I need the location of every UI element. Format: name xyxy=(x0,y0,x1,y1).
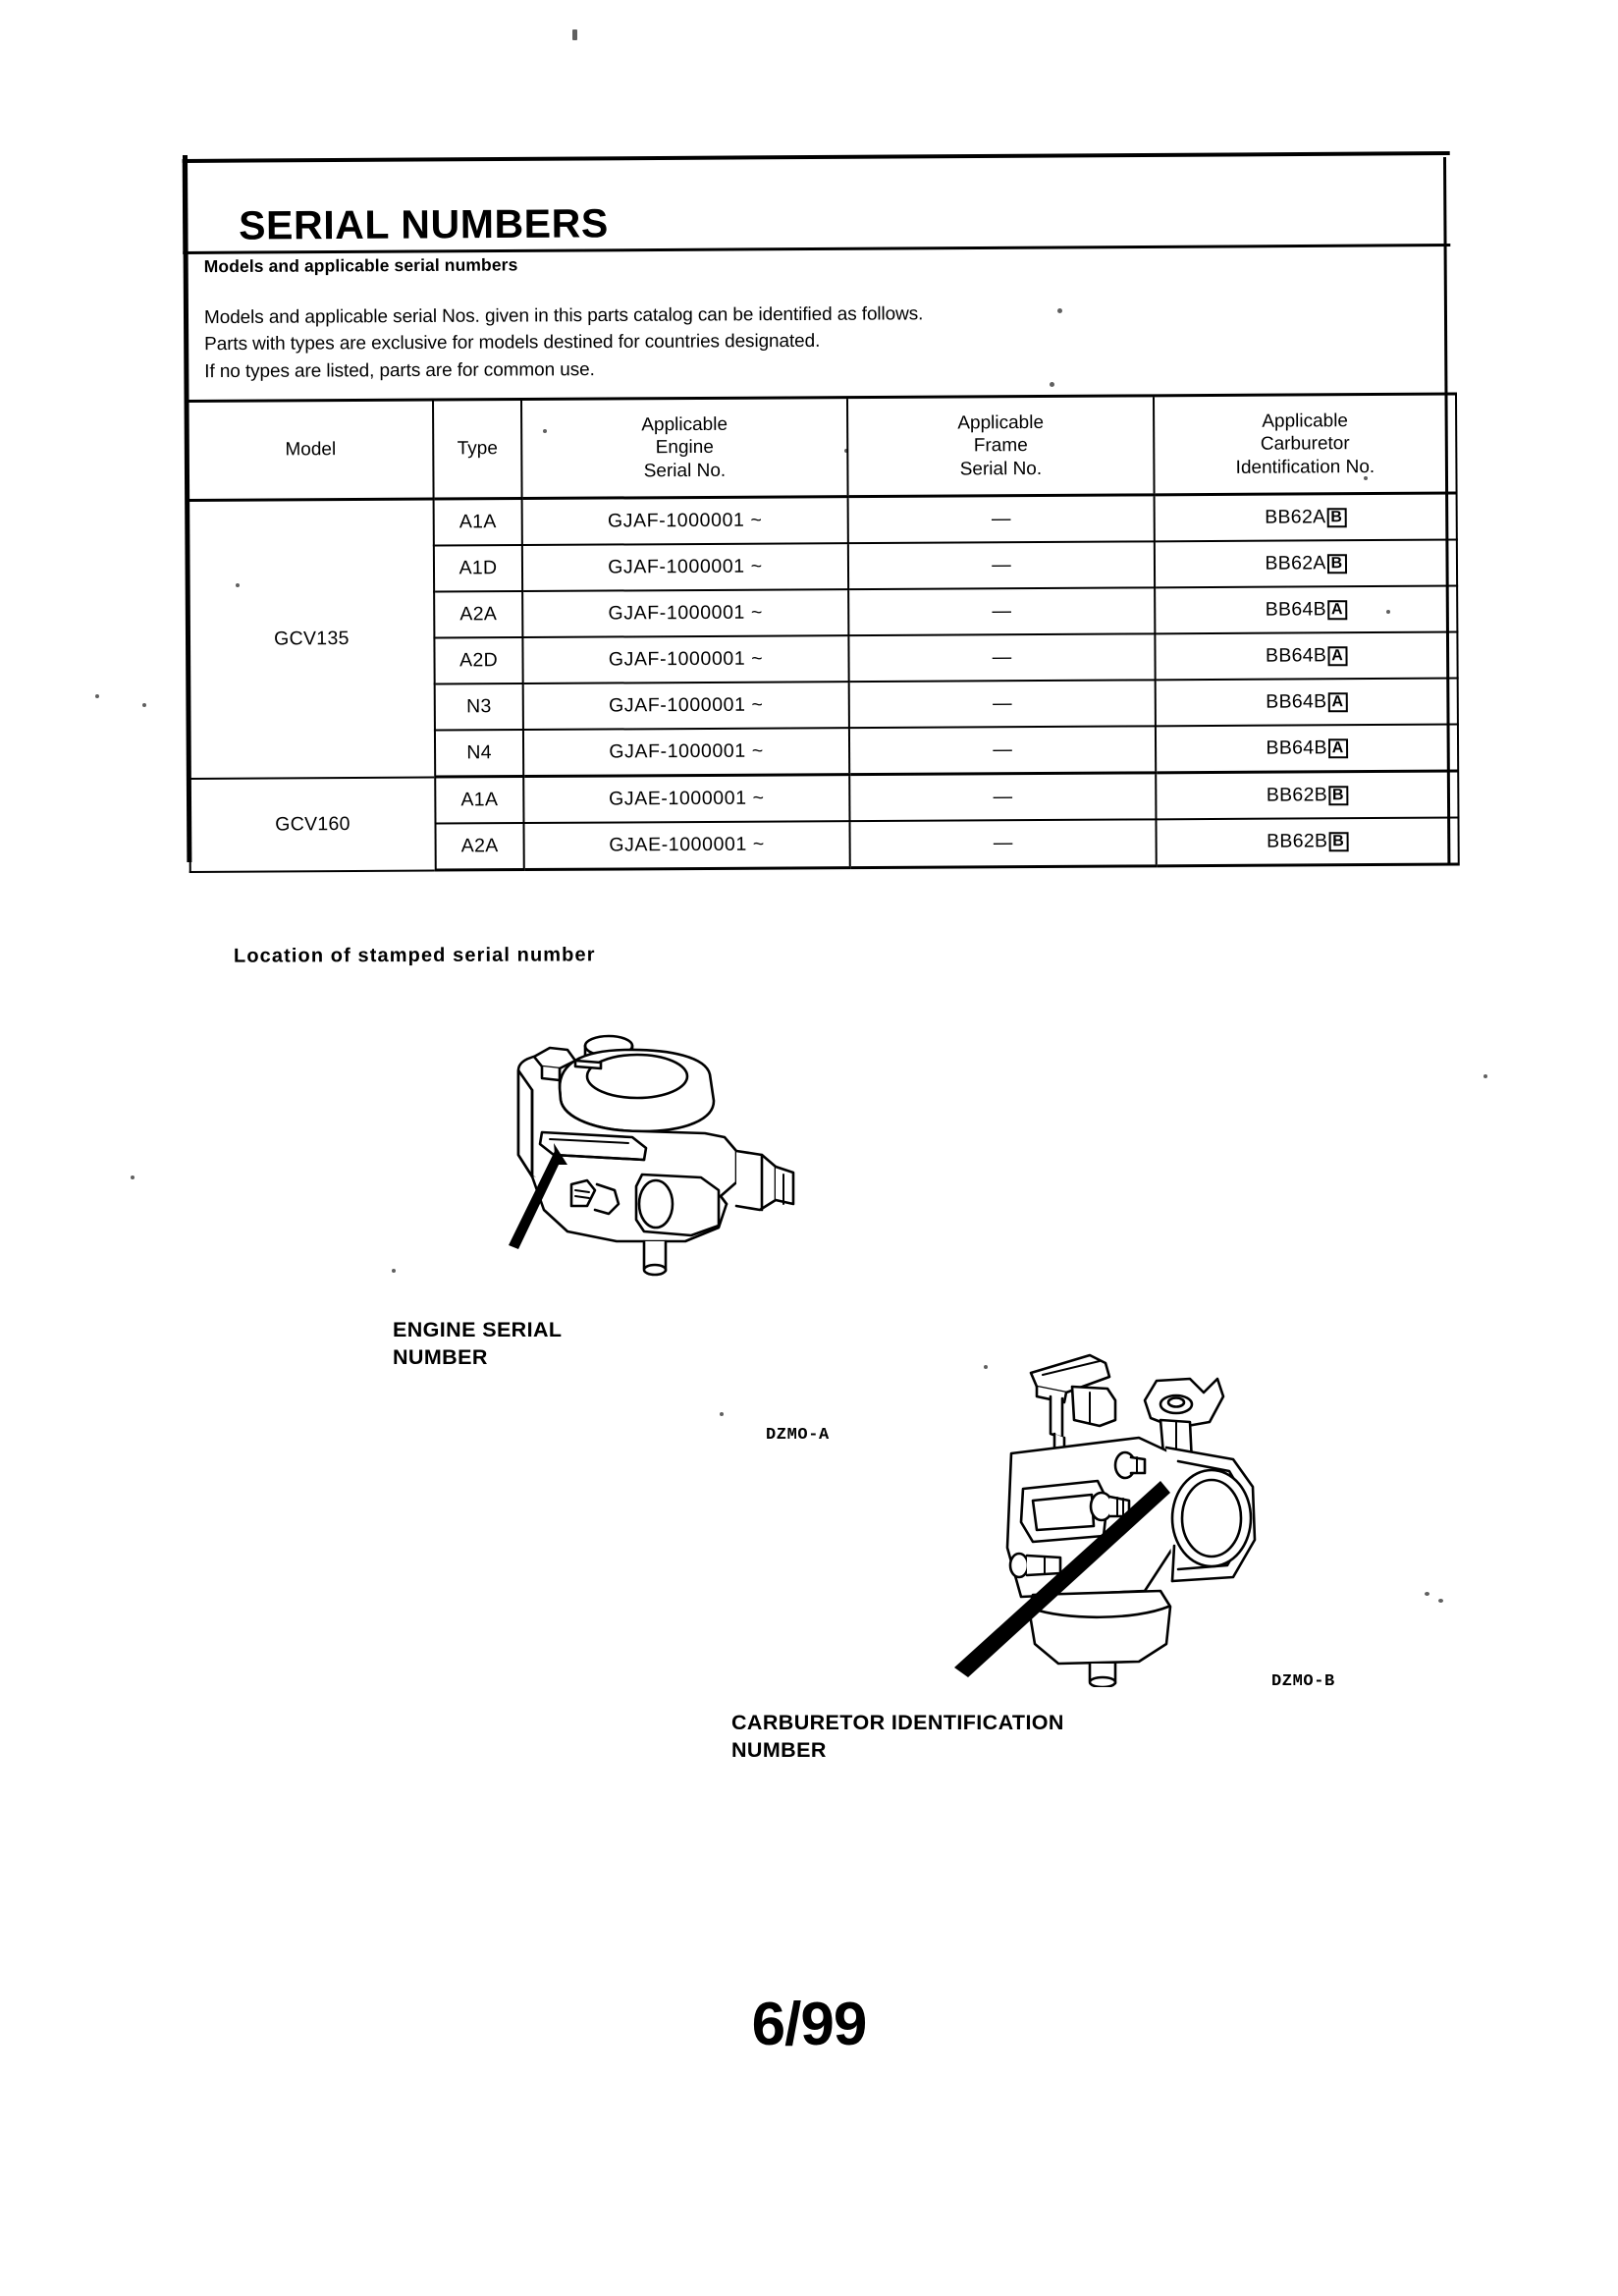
cell-carburetor-id xyxy=(1156,818,1458,866)
cell-engine-serial: GJAF-1000001 ~ xyxy=(522,589,848,637)
carburetor-id-base: BB62A xyxy=(1265,506,1326,528)
carburetor-id-type-box: A xyxy=(1328,738,1348,758)
cell-type: A2A xyxy=(434,591,522,638)
scan-speck xyxy=(95,694,99,698)
scan-speck xyxy=(142,703,146,707)
table-row xyxy=(189,493,1457,547)
scan-speck xyxy=(720,1412,724,1416)
serial-number-table-wrap xyxy=(187,393,1448,873)
engine-serial-callout-label xyxy=(393,1316,562,1372)
section-header-box xyxy=(183,151,1451,254)
cell-engine-serial: GJAF-1000001 ~ xyxy=(523,728,849,776)
engine-serial-header-line-1: Applicable xyxy=(641,414,728,436)
cell-frame-serial: — xyxy=(848,495,1155,543)
cell-frame-serial: — xyxy=(849,680,1156,728)
carburetor-id-type-box: A xyxy=(1327,692,1347,712)
engine-callout-line-2: NUMBER xyxy=(393,1345,488,1370)
cell-engine-serial: GJAF-1000001 ~ xyxy=(522,497,848,545)
table-header-row xyxy=(188,394,1457,500)
engine-serial-header-line-3: Serial No. xyxy=(643,460,727,481)
scan-speck xyxy=(1483,1074,1487,1078)
cell-carburetor-id xyxy=(1156,771,1458,819)
carburetor-id-base: BB62B xyxy=(1266,830,1328,852)
carburetor-id-base: BB64B xyxy=(1265,644,1327,667)
cell-model: GCV160 xyxy=(189,777,436,871)
column-header-type: Type xyxy=(433,400,522,500)
figure-code-carburetor: DZMO-B xyxy=(1271,1672,1335,1691)
cell-type: N4 xyxy=(435,730,523,777)
carburetor-id-base: BB64B xyxy=(1266,737,1327,759)
scan-speck xyxy=(572,29,577,40)
page-title: SERIAL NUMBERS xyxy=(238,200,609,249)
cell-type: A2A xyxy=(435,823,523,870)
cell-frame-serial: — xyxy=(849,726,1156,774)
figure-code-engine: DZMO-A xyxy=(766,1426,830,1445)
table-header xyxy=(188,394,1457,500)
intro-line-3: If no types are listed, parts are for common use. xyxy=(204,358,595,382)
carburetor-id-type-box: A xyxy=(1327,646,1347,666)
intro-paragraph xyxy=(204,301,1382,384)
scan-speck xyxy=(131,1175,135,1179)
cell-type: A1A xyxy=(434,499,522,546)
cell-type: A1A xyxy=(435,777,523,824)
cell-engine-serial: GJAE-1000001 ~ xyxy=(523,775,849,823)
cell-engine-serial: GJAF-1000001 ~ xyxy=(523,682,849,730)
cell-frame-serial: — xyxy=(848,587,1155,635)
frame-serial-header-line-2: Frame xyxy=(973,435,1028,457)
cell-carburetor-id xyxy=(1155,540,1457,588)
cell-carburetor-id xyxy=(1155,586,1457,634)
cell-engine-serial: GJAE-1000001 ~ xyxy=(523,821,849,869)
figures-section-caption: Location of stamped serial number xyxy=(233,944,596,967)
cell-frame-serial: — xyxy=(849,819,1156,867)
carburetor-id-base: BB64B xyxy=(1265,598,1326,621)
carb-callout-line-2: NUMBER xyxy=(731,1738,827,1763)
carburetor-id-type-box: B xyxy=(1327,554,1347,574)
carburetor-id-base: BB64B xyxy=(1266,690,1327,713)
cell-frame-serial: — xyxy=(848,541,1155,589)
table-body xyxy=(189,493,1459,871)
cell-type: A1D xyxy=(434,545,522,592)
column-header-model: Model xyxy=(188,400,434,500)
cell-frame-serial: — xyxy=(849,773,1156,821)
engine-serial-header-line-2: Engine xyxy=(655,437,714,459)
cell-carburetor-id xyxy=(1156,679,1458,727)
carb-callout-line-1: CARBURETOR IDENTIFICATION xyxy=(731,1711,1064,1734)
cell-carburetor-id xyxy=(1155,493,1457,541)
serial-number-table xyxy=(187,393,1460,873)
carb-id-header-line-1: Applicable xyxy=(1262,410,1349,432)
column-header-frame-serial xyxy=(847,396,1155,497)
cell-engine-serial: GJAF-1000001 ~ xyxy=(522,543,848,591)
cell-model: GCV135 xyxy=(189,499,436,778)
intro-line-2: Parts with types are exclusive for models destined for countries designated. xyxy=(204,331,821,355)
engine-callout-line-1: ENGINE SERIAL xyxy=(393,1318,563,1341)
cell-type: N3 xyxy=(435,683,523,731)
frame-serial-header-line-3: Serial No. xyxy=(959,458,1043,480)
intro-text-block xyxy=(204,250,1383,387)
frame-serial-header-line-1: Applicable xyxy=(957,412,1045,434)
engine-illustration xyxy=(499,1017,823,1341)
scan-speck xyxy=(1425,1592,1429,1596)
carburetor-illustration xyxy=(943,1343,1296,1687)
carb-id-header-line-2: Carburetor xyxy=(1260,433,1350,456)
carburetor-id-type-box: B xyxy=(1326,508,1346,527)
carburetor-id-base: BB62B xyxy=(1266,784,1328,806)
column-header-carburetor-id xyxy=(1154,394,1457,495)
scan-speck xyxy=(1050,382,1054,387)
carburetor-id-type-box: A xyxy=(1327,600,1347,620)
carb-id-header-line-3: Identification No. xyxy=(1235,456,1375,478)
intro-line-1: Models and applicable serial Nos. given in this parts catalog can be identified as follows. xyxy=(203,303,924,329)
table-row xyxy=(189,771,1458,825)
cell-frame-serial: — xyxy=(848,633,1155,682)
cell-engine-serial: GJAF-1000001 ~ xyxy=(522,635,848,683)
page-number: 6/99 xyxy=(751,1991,867,2058)
cell-carburetor-id xyxy=(1155,632,1457,681)
column-header-engine-serial xyxy=(521,398,848,499)
carburetor-id-callout-label xyxy=(731,1709,1064,1765)
cell-type: A2D xyxy=(434,637,522,684)
scan-speck xyxy=(392,1269,396,1273)
carburetor-id-base: BB62A xyxy=(1265,552,1326,574)
carburetor-id-type-box: B xyxy=(1328,832,1348,851)
cell-carburetor-id xyxy=(1156,725,1458,773)
carburetor-id-type-box: B xyxy=(1328,786,1348,805)
scan-speck xyxy=(1438,1599,1443,1603)
intro-subheading: Models and applicable serial numbers xyxy=(203,254,518,277)
